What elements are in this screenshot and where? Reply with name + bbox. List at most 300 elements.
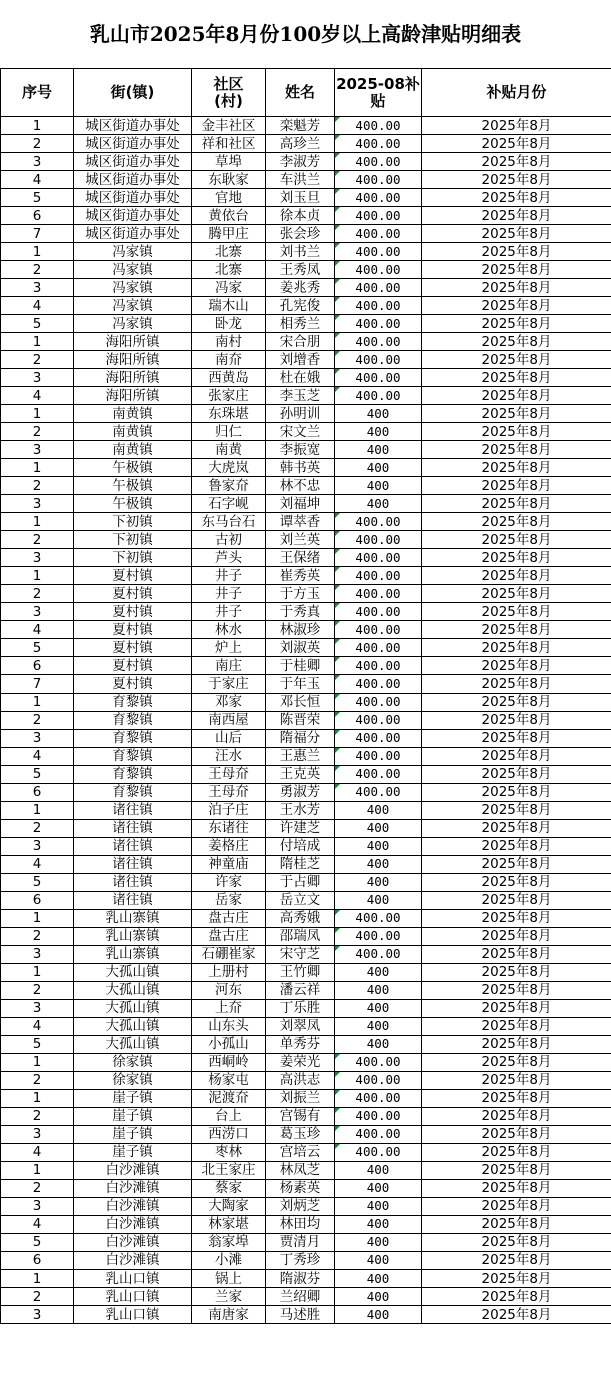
cell-town: 海阳所镇 [74,387,192,405]
cell-town: 诸往镇 [74,873,192,891]
cell-month: 2025年8月 [422,1215,611,1233]
table-row [1,1125,611,1143]
table-row [1,279,611,297]
cell-name: 高秀娥 [266,909,335,927]
table-row [1,477,611,495]
cell-town: 午极镇 [74,477,192,495]
cell-index: 3 [1,441,74,459]
table-row [1,747,611,765]
cell-community: 黄依台 [192,207,266,225]
cell-community: 官地 [192,189,266,207]
table-row [1,855,611,873]
cell-month: 2025年8月 [422,117,611,135]
cell-town: 大孤山镇 [74,981,192,999]
cell-community: 翁家埠 [192,1233,266,1251]
table-row [1,135,611,153]
cell-town: 诸往镇 [74,801,192,819]
cell-amount: 400 [335,1161,422,1179]
cell-index: 3 [1,1306,74,1324]
table-row [1,693,611,711]
cell-month: 2025年8月 [422,837,611,855]
cell-town: 城区街道办事处 [74,207,192,225]
cell-community: 大陶家 [192,1197,266,1215]
cell-town: 白沙滩镇 [74,1215,192,1233]
cell-amount: 400.00 [335,135,422,153]
cell-amount: 400 [335,1233,422,1251]
cell-name: 刘炳芝 [266,1197,335,1215]
table-row [1,675,611,693]
cell-town: 白沙滩镇 [74,1161,192,1179]
cell-month: 2025年8月 [422,1035,611,1053]
cell-town: 乳山口镇 [74,1306,192,1324]
cell-name: 付培成 [266,837,335,855]
table-row [1,819,611,837]
table-row [1,657,611,675]
cell-amount: 400 [335,1270,422,1288]
cell-index: 3 [1,1197,74,1215]
page-title: 乳山市2025年8月份100岁以上高龄津贴明细表 [89,22,522,46]
cell-index: 4 [1,855,74,873]
cell-community: 河东 [192,981,266,999]
cell-town: 大孤山镇 [74,1017,192,1035]
cell-town: 夏村镇 [74,603,192,621]
cell-amount: 400.00 [335,153,422,171]
cell-index: 4 [1,1143,74,1161]
col-header-amount: 2025-08补贴 [335,69,422,117]
cell-month: 2025年8月 [422,189,611,207]
cell-town: 南黄镇 [74,405,192,423]
cell-community: 井子 [192,567,266,585]
cell-community: 东马台石 [192,513,266,531]
cell-amount: 400.00 [335,117,422,135]
cell-index: 4 [1,621,74,639]
cell-index: 1 [1,405,74,423]
cell-index: 2 [1,531,74,549]
cell-name: 王惠兰 [266,747,335,765]
cell-month: 2025年8月 [422,945,611,963]
cell-community: 古初 [192,531,266,549]
cell-name: 韩书英 [266,459,335,477]
table-row [1,333,611,351]
col-header-town: 街(镇) [74,69,192,117]
cell-town: 城区街道办事处 [74,225,192,243]
cell-amount: 400 [335,1288,422,1306]
cell-name: 隋淑芬 [266,1270,335,1288]
table-row [1,189,611,207]
cell-month: 2025年8月 [422,693,611,711]
cell-name: 孔宪俊 [266,297,335,315]
cell-index: 2 [1,927,74,945]
cell-amount: 400 [335,1306,422,1324]
cell-amount: 400.00 [335,729,422,747]
cell-amount: 400.00 [335,1125,422,1143]
cell-community: 北寨 [192,261,266,279]
cell-community: 鲁家夼 [192,477,266,495]
cell-amount: 400.00 [335,351,422,369]
cell-index: 4 [1,747,74,765]
cell-index: 1 [1,909,74,927]
cell-month: 2025年8月 [422,585,611,603]
cell-amount: 400 [335,477,422,495]
cell-index: 2 [1,423,74,441]
cell-amount: 400.00 [335,549,422,567]
cell-index: 1 [1,333,74,351]
cell-name: 邵瑞凤 [266,927,335,945]
cell-amount: 400.00 [335,1089,422,1107]
table-row [1,1107,611,1125]
cell-name: 李玉芝 [266,387,335,405]
cell-month: 2025年8月 [422,315,611,333]
cell-name: 刘淑英 [266,639,335,657]
table-row [1,405,611,423]
table-row [1,117,611,135]
cell-town: 乳山寨镇 [74,945,192,963]
cell-name: 王竹卿 [266,963,335,981]
cell-community: 上夼 [192,999,266,1017]
cell-name: 王克英 [266,765,335,783]
cell-month: 2025年8月 [422,1143,611,1161]
cell-name: 单秀芬 [266,1035,335,1053]
cell-name: 于桂卿 [266,657,335,675]
cell-community: 石硼崔家 [192,945,266,963]
cell-month: 2025年8月 [422,783,611,801]
cell-name: 李振宽 [266,441,335,459]
cell-index: 1 [1,1053,74,1071]
cell-name: 李淑芳 [266,153,335,171]
cell-town: 育黎镇 [74,765,192,783]
cell-index: 3 [1,837,74,855]
cell-name: 隋福分 [266,729,335,747]
table-row [1,1215,611,1233]
cell-month: 2025年8月 [422,135,611,153]
cell-town: 夏村镇 [74,657,192,675]
cell-name: 车洪兰 [266,171,335,189]
cell-month: 2025年8月 [422,801,611,819]
cell-community: 西黄岛 [192,369,266,387]
cell-index: 3 [1,153,74,171]
cell-month: 2025年8月 [422,153,611,171]
cell-name: 宋合朋 [266,333,335,351]
table-row [1,171,611,189]
table-row [1,1143,611,1161]
cell-community: 南夼 [192,351,266,369]
col-header-month: 补贴月份 [422,69,611,117]
cell-community: 草埠 [192,153,266,171]
cell-name: 林凤芝 [266,1161,335,1179]
cell-name: 张会珍 [266,225,335,243]
table-row [1,1179,611,1197]
cell-name: 谭萃香 [266,513,335,531]
table-row [1,945,611,963]
cell-name: 于方玉 [266,585,335,603]
cell-community: 南村 [192,333,266,351]
cell-amount: 400.00 [335,567,422,585]
cell-town: 城区街道办事处 [74,153,192,171]
cell-month: 2025年8月 [422,873,611,891]
cell-community: 汪水 [192,747,266,765]
cell-community: 石字岘 [192,495,266,513]
cell-amount: 400.00 [335,531,422,549]
cell-community: 林家堪 [192,1215,266,1233]
cell-name: 高珍兰 [266,135,335,153]
cell-month: 2025年8月 [422,621,611,639]
cell-community: 瑞木山 [192,297,266,315]
table-row [1,1270,611,1288]
table-row [1,387,611,405]
cell-month: 2025年8月 [422,567,611,585]
table-row [1,1306,611,1324]
cell-amount: 400 [335,891,422,909]
cell-index: 4 [1,1215,74,1233]
cell-amount: 400 [335,963,422,981]
cell-community: 芦头 [192,549,266,567]
cell-month: 2025年8月 [422,999,611,1017]
cell-community: 南庄 [192,657,266,675]
cell-month: 2025年8月 [422,1071,611,1089]
cell-month: 2025年8月 [422,495,611,513]
cell-index: 2 [1,1107,74,1125]
cell-community: 南唐家 [192,1306,266,1324]
cell-month: 2025年8月 [422,657,611,675]
cell-index: 5 [1,1035,74,1053]
cell-month: 2025年8月 [422,207,611,225]
cell-name: 杜在娥 [266,369,335,387]
cell-index: 4 [1,387,74,405]
cell-community: 西涝口 [192,1125,266,1143]
table-row [1,963,611,981]
cell-name: 刘兰英 [266,531,335,549]
cell-community: 东诸往 [192,819,266,837]
table-row [1,513,611,531]
cell-month: 2025年8月 [422,1270,611,1288]
cell-month: 2025年8月 [422,279,611,297]
cell-name: 相秀兰 [266,315,335,333]
cell-name: 刘振兰 [266,1089,335,1107]
table-row [1,765,611,783]
cell-amount: 400.00 [335,189,422,207]
cell-month: 2025年8月 [422,747,611,765]
cell-community: 南西屋 [192,711,266,729]
table-row [1,1089,611,1107]
cell-town: 冯家镇 [74,243,192,261]
table-row [1,243,611,261]
cell-community: 王母夼 [192,783,266,801]
cell-community: 东珠堪 [192,405,266,423]
cell-town: 大孤山镇 [74,999,192,1017]
cell-name: 林不忠 [266,477,335,495]
col-header-index: 序号 [1,69,74,117]
cell-month: 2025年8月 [422,729,611,747]
cell-month: 2025年8月 [422,1089,611,1107]
table-row [1,1251,611,1269]
cell-amount: 400 [335,1179,422,1197]
cell-amount: 400.00 [335,603,422,621]
cell-town: 育黎镇 [74,711,192,729]
cell-index: 2 [1,981,74,999]
cell-month: 2025年8月 [422,549,611,567]
cell-name: 崔秀英 [266,567,335,585]
cell-amount: 400.00 [335,243,422,261]
cell-amount: 400 [335,837,422,855]
cell-community: 姜格庄 [192,837,266,855]
cell-community: 炉上 [192,639,266,657]
cell-name: 王保绪 [266,549,335,567]
cell-index: 1 [1,567,74,585]
cell-month: 2025年8月 [422,423,611,441]
table-row [1,1288,611,1306]
cell-amount: 400.00 [335,333,422,351]
cell-index: 2 [1,585,74,603]
cell-amount: 400 [335,423,422,441]
cell-month: 2025年8月 [422,981,611,999]
cell-town: 夏村镇 [74,621,192,639]
cell-town: 冯家镇 [74,297,192,315]
cell-name: 徐本贞 [266,207,335,225]
cell-name: 岳立文 [266,891,335,909]
cell-community: 上册村 [192,963,266,981]
cell-month: 2025年8月 [422,1306,611,1324]
cell-community: 南黄 [192,441,266,459]
table-row [1,567,611,585]
cell-amount: 400.00 [335,297,422,315]
cell-month: 2025年8月 [422,765,611,783]
cell-amount: 400.00 [335,1107,422,1125]
cell-amount: 400 [335,855,422,873]
cell-month: 2025年8月 [422,963,611,981]
cell-amount: 400.00 [335,1143,422,1161]
cell-amount: 400 [335,999,422,1017]
cell-town: 城区街道办事处 [74,189,192,207]
col-header-name: 姓名 [266,69,335,117]
cell-town: 城区街道办事处 [74,171,192,189]
cell-community: 金丰社区 [192,117,266,135]
table-row [1,1161,611,1179]
cell-community: 蔡家 [192,1179,266,1197]
cell-index: 3 [1,279,74,297]
cell-town: 城区街道办事处 [74,135,192,153]
cell-community: 东耿家 [192,171,266,189]
cell-town: 诸往镇 [74,837,192,855]
cell-month: 2025年8月 [422,711,611,729]
cell-index: 1 [1,963,74,981]
cell-month: 2025年8月 [422,603,611,621]
cell-town: 夏村镇 [74,585,192,603]
cell-town: 崖子镇 [74,1143,192,1161]
cell-amount: 400.00 [335,261,422,279]
cell-index: 5 [1,765,74,783]
table-row [1,459,611,477]
cell-town: 大孤山镇 [74,963,192,981]
cell-index: 2 [1,135,74,153]
cell-amount: 400.00 [335,1053,422,1071]
cell-amount: 400 [335,459,422,477]
cell-name: 宋文兰 [266,423,335,441]
cell-name: 于年玉 [266,675,335,693]
cell-amount: 400.00 [335,315,422,333]
cell-town: 育黎镇 [74,747,192,765]
cell-town: 夏村镇 [74,675,192,693]
cell-amount: 400.00 [335,765,422,783]
cell-amount: 400.00 [335,675,422,693]
cell-index: 3 [1,999,74,1017]
cell-index: 2 [1,819,74,837]
table-row [1,1071,611,1089]
cell-index: 3 [1,945,74,963]
cell-community: 邓家 [192,693,266,711]
cell-amount: 400 [335,1017,422,1035]
cell-town: 育黎镇 [74,729,192,747]
cell-name: 邓长恒 [266,693,335,711]
cell-town: 南黄镇 [74,441,192,459]
table-row [1,351,611,369]
cell-month: 2025年8月 [422,927,611,945]
cell-community: 山后 [192,729,266,747]
cell-name: 贾清月 [266,1233,335,1251]
cell-town: 徐家镇 [74,1071,192,1089]
cell-index: 4 [1,171,74,189]
cell-community: 泊子庄 [192,801,266,819]
cell-community: 枣林 [192,1143,266,1161]
cell-month: 2025年8月 [422,909,611,927]
table-row [1,441,611,459]
table-row [1,297,611,315]
header-row [1,69,611,117]
cell-index: 2 [1,1071,74,1089]
cell-town: 海阳所镇 [74,351,192,369]
cell-amount: 400 [335,819,422,837]
cell-town: 乳山寨镇 [74,927,192,945]
cell-community: 张家庄 [192,387,266,405]
table-row [1,1053,611,1071]
cell-community: 林水 [192,621,266,639]
cell-community: 北王家庄 [192,1161,266,1179]
cell-amount: 400.00 [335,783,422,801]
cell-town: 徐家镇 [74,1053,192,1071]
table-row [1,621,611,639]
cell-index: 1 [1,1270,74,1288]
cell-index: 3 [1,495,74,513]
cell-index: 2 [1,1179,74,1197]
cell-index: 6 [1,891,74,909]
cell-index: 2 [1,711,74,729]
cell-index: 2 [1,351,74,369]
cell-town: 育黎镇 [74,783,192,801]
cell-community: 于家庄 [192,675,266,693]
cell-name: 葛玉珍 [266,1125,335,1143]
cell-amount: 400.00 [335,711,422,729]
cell-town: 午极镇 [74,495,192,513]
cell-town: 白沙滩镇 [74,1251,192,1269]
cell-index: 1 [1,459,74,477]
cell-index: 5 [1,873,74,891]
cell-community: 归仁 [192,423,266,441]
cell-amount: 400 [335,441,422,459]
cell-amount: 400 [335,981,422,999]
cell-community: 许家 [192,873,266,891]
cell-month: 2025年8月 [422,351,611,369]
cell-name: 于秀真 [266,603,335,621]
table-row [1,495,611,513]
cell-amount: 400.00 [335,171,422,189]
table-row [1,585,611,603]
cell-name: 刘书兰 [266,243,335,261]
cell-month: 2025年8月 [422,333,611,351]
table-row [1,153,611,171]
cell-community: 兰家 [192,1288,266,1306]
cell-month: 2025年8月 [422,1107,611,1125]
cell-community: 北寨 [192,243,266,261]
cell-name: 许建芝 [266,819,335,837]
